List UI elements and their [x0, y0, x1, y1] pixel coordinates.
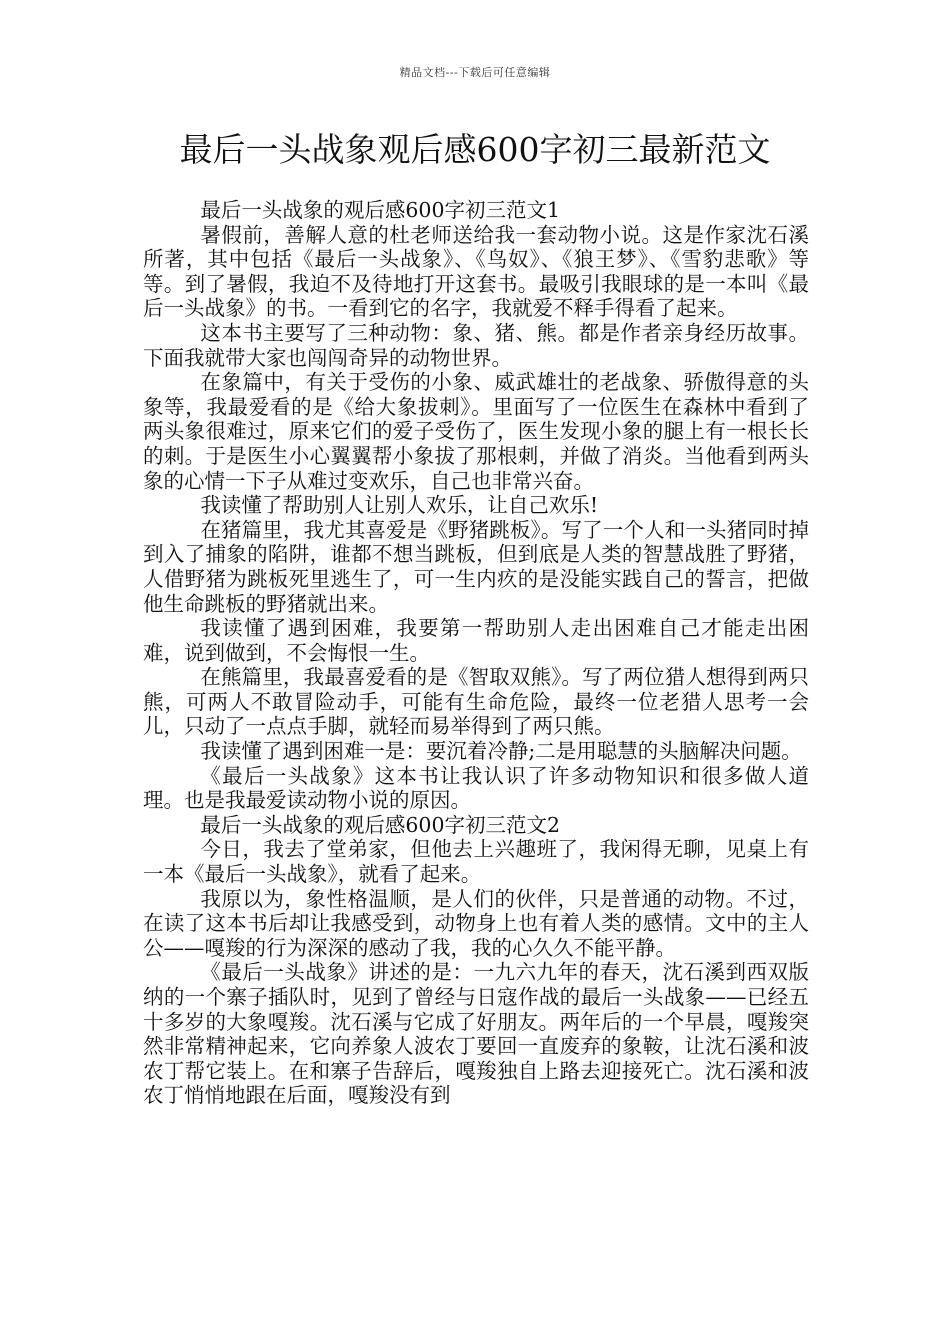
- paragraph: 在熊篇里，我最喜爱看的是《智取双熊》。写了两位猎人想得到两只熊，可两人不敢冒险动手，可能有生命危险，最终一位老猎人思考一会儿，只动了一点点手脚，就轻而易举得到了两只熊。: [143, 665, 809, 739]
- document-title: 最后一头战象观后感600字初三最新范文: [179, 130, 771, 169]
- paragraph: 在象篇中，有关于受伤的小象、威武雄壮的老战象、骄傲得意的头象等，我最爱看的是《给大象拔刺》。里面写了一位医生在森林中看到了两头象很难过，原来它们的爱子受伤了，医生发现小象的腿上有一根长长的刺。于是医生小心翼翼帮小象拔了那根刺，并做了消炎。当他看到两头象的心情一下子从难过变欢乐，自己也非常兴奋。: [143, 370, 809, 493]
- document-body: [143, 198, 809, 1108]
- paragraph: 暑假前，善解人意的杜老师送给我一套动物小说。这是作家沈石溪所著，其中包括《最后一头战象》、《鸟奴》、《狼王梦》、《雪豹悲歌》等等。到了暑假，我迫不及待地打开这套书。最吸引我眼球的是一本叫《最后一头战象》的书。一看到它的名字，我就爱不释手得看了起来。: [143, 222, 809, 321]
- section-heading: 最后一头战象的观后感600字初三范文2: [200, 812, 561, 837]
- paragraph: 我原以为，象性格温顺，是人们的伙伴，只是普通的动物。不过，在读了这本书后却让我感受到，动物身上也有着人类的感情。文中的主人公——嘎羧的行为深深的感动了我，我的心久久不能平静。: [143, 886, 809, 960]
- paragraph: 今日，我去了堂弟家，但他去上兴趣班了，我闲得无聊，见桌上有一本《最后一头战象》，就看了起来。: [143, 837, 809, 887]
- paragraph: 我读懂了帮助别人让别人欢乐，让自己欢乐!: [200, 493, 599, 518]
- paragraph: 《最后一头战象》这本书让我认识了许多动物知识和很多做人道理。也是我最爱读动物小说的原因。: [143, 763, 809, 813]
- paragraph: 我读懂了遇到困难，我要第一帮助别人走出困难自己才能走出困难，说到做到，不会悔恨一生。: [143, 616, 809, 665]
- paragraph: 我读懂了遇到困难一是：要沉着冷静;二是用聪慧的头脑解决问题。: [200, 739, 802, 764]
- paragraph: 在猪篇里，我尤其喜爱是《野猪跳板》。写了一个人和一头猪同时掉到入了捕象的陷阱，谁都不想当跳板，但到底是人类的智慧战胜了野猪，人借野猪为跳板死里逃生了，可一生内疚的是没能实践自己的誓言，把做他生命跳板的野猪就出来。: [143, 517, 809, 616]
- header-note: 精品文档---下载后可任意编辑: [399, 66, 551, 79]
- paragraph: 《最后一头战象》讲述的是：一九六九年的春天，沈石溪到西双版纳的一个寨子插队时，见到了曾经与日寇作战的最后一头战象——已经五十多岁的大象嘎羧。沈石溪与它成了好朋友。两年后的一个早晨，嘎羧突然非常精神起来，它向养象人波农丁要回一直废弃的象鞍，让沈石溪和波农丁帮它装上。在和寨子告辞后，嘎羧独自上路去迎接死亡。沈石溪和波农丁悄悄地跟在后面，嘎羧没有到: [143, 960, 809, 1108]
- paragraph: 这本书主要写了三种动物：象、猪、熊。都是作者亲身经历故事。下面我就带大家也闯闯奇异的动物世界。: [143, 320, 809, 370]
- section-heading: 最后一头战象的观后感600字初三范文1: [200, 198, 561, 222]
